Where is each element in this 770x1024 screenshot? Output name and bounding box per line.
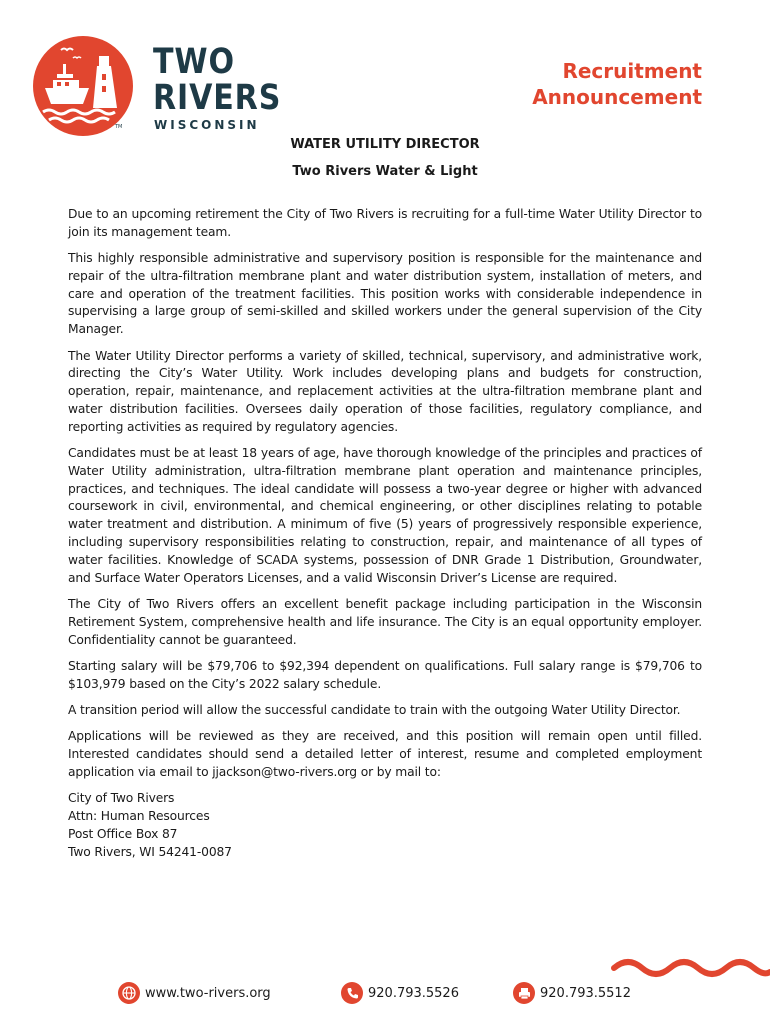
lighthouse-ship-logo-icon (33, 36, 133, 136)
globe-icon (118, 982, 140, 1004)
recruitment-announcement-heading (442, 58, 702, 110)
position-title: WATER UTILITY DIRECTOR (290, 137, 480, 152)
paragraph-duties: The Water Utility Director performs a variety of skilled, technical, supervisory, and administrative work, directing the City’s Water Utility. Work includes developing plans and budgets for construction, operation, repair, maintenance, and replacement activities at the ultra-filtration membrane plant and water distribution facilities. Oversees daily operation of those facilities, regulatory compliance, and reporting activities as required by regulatory agencies. (68, 348, 702, 434)
paragraph-salary: Starting salary will be $79,706 to $92,394 dependent on qualifications. Full salary range is $79,706 to $103,979 based on the City’s 2022 salary schedule. (68, 658, 702, 691)
footer-phone[interactable] (341, 980, 459, 1006)
department-title: Two Rivers Water & Light (292, 164, 478, 179)
address-line: Post Office Box 87 (68, 826, 178, 841)
mailing-address (68, 790, 702, 861)
announcement-line2: Announcement (532, 85, 702, 109)
paragraph-benefits: The City of Two Rivers offers an excellent benefit package including participation in the Wisconsin Retirement System, comprehensive health and life insurance. The City is an equal opportunity employer. Confidentiality cannot be guaranteed. (68, 596, 702, 647)
footer-website[interactable] (118, 980, 271, 1006)
fax-icon (513, 982, 535, 1004)
brand-name-line2: RIVERS (153, 78, 282, 118)
trademark-mark: TM (115, 124, 123, 130)
document-body (68, 206, 702, 861)
website-link[interactable]: www.two-rivers.org (145, 985, 271, 1001)
paragraph-intro: Due to an upcoming retirement the City of Two Rivers is recruiting for a full-time Water Utility Director to join its management team. (68, 207, 702, 239)
announcement-line1: Recruitment (562, 59, 702, 83)
city-logo (33, 36, 282, 136)
paragraph-qualifications: Candidates must be at least 18 years of age, have thorough knowledge of the principles and practices of Water Utility administration, ultra-filtration membrane plant operation and maintenance principles, practices, and techniques. The ideal candidate will possess a two-year degree or higher with advanced coursework in civil, environmental, and chemical engineering, or other disciplines relating to potable water treatment and distribution. A minimum of five (5) years of progressively responsible experience, including supervisory responsibilities relating to construction, repair, and maintenance of all types of water facilities. Knowledge of SCADA systems, possession of DNR Grade 1 Distribution, Groundwater, and Surface Water Operators Licenses, and a valid Wisconsin Driver’s License are required. (68, 446, 702, 585)
phone-number[interactable]: 920.793.5526 (368, 985, 459, 1001)
footer-fax[interactable] (513, 980, 631, 1006)
decorative-wave-icon (608, 950, 770, 982)
address-line: Two Rivers, WI 54241-0087 (68, 844, 232, 859)
paragraph-application: Applications will be reviewed as they are received, and this position will remain open until filled. Interested candidates should send a detailed letter of interest, resume and completed employment application via email to jjackson@two-rivers.org or by mail to: (68, 729, 702, 779)
paragraph-position-summary: This highly responsible administrative and supervisory position is responsible for the maintenance and repair of the ultra-filtration membrane plant and water distribution system, installation of meters, and care and operation of the treatment facilities. This position works with considerable independence in supervising a large group of semi-skilled and skilled workers under the general supervision of the City Manager. (68, 251, 702, 337)
brand-state: WISCONSIN (154, 118, 260, 132)
brand-name-line1: TWO (153, 42, 235, 82)
address-line: Attn: Human Resources (68, 808, 210, 823)
paragraph-transition: A transition period will allow the successful candidate to train with the outgoing Water Utility Director. (68, 702, 681, 717)
phone-icon (341, 982, 363, 1004)
footer-contact-bar (0, 980, 770, 1010)
address-line: City of Two Rivers (68, 791, 175, 806)
fax-number[interactable]: 920.793.5512 (540, 985, 631, 1001)
